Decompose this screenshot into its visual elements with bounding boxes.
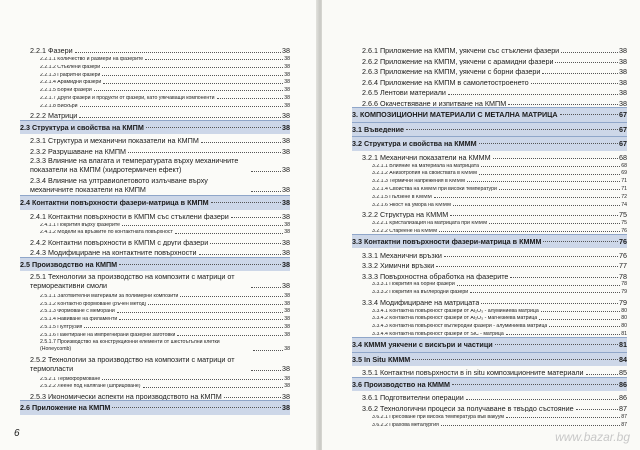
toc-entry-title: 3.3.1 Механични връзки	[362, 251, 442, 259]
toc-entry-page: 38	[619, 77, 627, 86]
toc-entry-title: 2.5.1 Технологии за производство на композити с матрици от термореактивни смоли	[30, 272, 235, 291]
leader-dots	[175, 233, 283, 234]
toc-entry-page: 38	[284, 87, 290, 94]
toc-entry	[352, 177, 627, 185]
toc-entry-page: 38	[284, 383, 290, 390]
toc-entry-page: 79	[619, 297, 627, 306]
toc-entry-title: 3.2.2.2 Стареене на КММM	[372, 228, 438, 234]
toc-entry	[352, 218, 627, 226]
toc-entry-title: 2.5.2.2 Леене под налягане (шприцоване)	[40, 384, 141, 390]
toc-entry-page: 78	[621, 281, 627, 288]
toc-entry-page: 85	[619, 368, 627, 377]
leader-dots	[143, 387, 284, 388]
toc-section	[352, 107, 627, 122]
leader-dots	[489, 223, 620, 224]
toc-entry-page: 72	[621, 193, 627, 200]
toc-entry-title: 2.5.3 Икономически аспекти на производството на КМПМ	[30, 392, 222, 401]
leader-dots	[210, 243, 281, 244]
toc-entry-page: 38	[284, 345, 290, 352]
toc-entry-page: 75	[619, 210, 627, 219]
toc-entry	[352, 65, 627, 76]
toc-entry	[352, 208, 627, 219]
toc-section	[20, 257, 290, 272]
toc-entry-page: 38	[284, 71, 290, 78]
leader-dots	[84, 327, 283, 328]
leader-dots	[452, 384, 618, 385]
toc-entry	[20, 70, 290, 78]
toc-entry	[20, 134, 290, 145]
toc-right	[352, 44, 627, 428]
leader-dots	[406, 129, 618, 130]
toc-entry-page: 84	[619, 354, 627, 364]
toc-entry-title: 2.4.1 Контактни повърхности в КМПМ със стъклени фазери	[30, 212, 229, 221]
toc-entry	[352, 420, 627, 428]
toc-section	[352, 377, 627, 392]
toc-entry-page: 38	[282, 363, 290, 373]
toc-entry-title: 3.2.2 Структура на КММM	[362, 211, 449, 219]
leader-dots	[561, 52, 618, 53]
leader-dots	[479, 174, 620, 175]
toc-entry-page: 38	[619, 67, 627, 76]
toc-section	[20, 400, 290, 415]
toc-entry	[20, 62, 290, 70]
leader-dots	[102, 67, 283, 68]
leader-dots	[102, 379, 283, 380]
toc-entry-title: 2.5.2.1 Термоформоване	[40, 376, 101, 382]
toc-entry-page: 80	[621, 307, 627, 314]
leader-dots	[508, 104, 618, 105]
toc-entry-page: 38	[284, 300, 290, 307]
leader-dots	[231, 217, 281, 218]
toc-entry-title: 2.2.1.4 Арамидни фазери	[40, 80, 102, 86]
toc-entry-title: 3.2.1.2 Анизотропия на свойствата в КММM	[372, 171, 478, 177]
leader-dots	[199, 254, 281, 255]
leader-dots	[122, 225, 283, 226]
toc-entry	[352, 86, 627, 97]
toc-entry-page: 38	[284, 308, 290, 315]
toc-entry-page: 38	[282, 165, 290, 175]
toc-entry-title: 2.6.2 Приложение на КМПМ, уякчени с арамидни фазери	[362, 57, 554, 65]
toc-section	[352, 337, 627, 352]
toc-entry	[20, 145, 290, 156]
toc-entry	[352, 306, 627, 314]
leader-dots	[481, 166, 620, 167]
leader-dots	[119, 264, 281, 265]
leader-dots	[75, 52, 281, 53]
toc-entry-title: 2.6.4 Приложение на КМПМ в самолетостроенето	[362, 78, 529, 86]
toc-entry-page: 68	[619, 152, 627, 161]
right-page	[322, 0, 640, 450]
leader-dots	[128, 152, 281, 153]
toc-entry-page: 67	[619, 124, 627, 134]
leader-dots	[481, 303, 618, 304]
toc-entry	[352, 169, 627, 177]
toc-entry-title: 3.3.2 Химични връзки	[362, 262, 435, 270]
toc-entry-title: 3.5 In Situ КММM	[352, 355, 411, 363]
toc-entry	[352, 55, 627, 66]
leader-dots	[453, 205, 620, 206]
toc-entry-page: 38	[284, 102, 290, 109]
toc-entry-page: 71	[621, 178, 627, 185]
toc-entry-title: 3.4 КММM уякчени с вискъри и частици	[352, 341, 493, 349]
leader-dots	[80, 106, 284, 107]
toc-entry-title: 2.4.1.1 Покрития върху фазерите	[40, 222, 121, 228]
toc-entry-title: 2.6.5 Лентови материали	[362, 89, 446, 97]
toc-entry-page: 38	[282, 281, 290, 291]
toc-entry-page: 38	[282, 403, 290, 413]
toc-entry-title: 3.2 Структура и свойства на КММM	[352, 140, 477, 148]
toc-entry-title: 2.5.1.4 Навиване на филаменти	[40, 317, 118, 323]
leader-dots	[146, 127, 281, 128]
toc-entry	[352, 161, 627, 169]
toc-entry	[20, 338, 290, 354]
toc-entry-title: 3.6.2.2 Прахова металургия	[372, 422, 439, 428]
toc-entry-page: 67	[619, 110, 627, 120]
toc-entry-title: 2.5.2 Технологии за производство на композити с матрици от термопласти	[30, 354, 235, 373]
toc-entry-title: 2.3 Структура и свойства на КМПМ	[20, 123, 144, 131]
leader-dots	[434, 197, 620, 198]
leader-dots	[457, 285, 621, 286]
toc-entry-title: 2.4.3 Модифициране на контактните повърхности	[30, 249, 197, 257]
leader-dots	[506, 334, 621, 335]
toc-entry-page: 38	[284, 292, 290, 299]
toc-section	[352, 352, 627, 367]
toc-entry-title: 3.2.1.1 Влияние на материала на матрицата	[372, 163, 479, 169]
toc-entry-title: 2.5.1.3 Формоване с мембрани	[40, 309, 115, 315]
leader-dots	[543, 241, 618, 242]
toc-entry-page: 38	[619, 56, 627, 65]
toc-entry	[20, 390, 290, 401]
toc-entry-page: 68	[621, 162, 627, 169]
toc-entry-page: 38	[619, 88, 627, 97]
toc-entry	[352, 200, 627, 208]
toc-entry	[352, 184, 627, 192]
toc-entry-page: 77	[619, 261, 627, 270]
toc-entry	[20, 55, 290, 63]
leader-dots	[436, 266, 618, 267]
toc-entry-page: 38	[282, 111, 290, 120]
toc-entry	[20, 291, 290, 299]
toc-entry	[20, 86, 290, 94]
leader-dots	[224, 397, 281, 398]
leader-dots	[211, 202, 281, 203]
leader-dots	[586, 374, 618, 375]
toc-entry-title: 2.2.1.3 Графитни фазери	[40, 72, 101, 78]
toc-entry-page: 38	[282, 237, 290, 247]
toc-entry-page: 81	[619, 340, 627, 350]
toc-entry	[20, 210, 290, 221]
toc-entry-title: 3.2.1.6 Якост на умора на КММM	[372, 202, 452, 208]
leader-dots	[576, 409, 618, 410]
toc-entry-page: 81	[621, 330, 627, 337]
toc-entry-title: 3.1 Въведение	[352, 125, 405, 133]
leader-dots	[541, 311, 621, 312]
toc-entry	[20, 101, 290, 109]
toc-entry	[20, 109, 290, 120]
toc-entry-page: 38	[619, 98, 627, 107]
toc-entry-title: 2.2.1.7 Други фазери и продукти от фазери, като уякчаващи компоненти	[40, 96, 215, 102]
toc-entry-title: 2.4 Контактни повърхности фазери-матрица в КМПМ	[20, 199, 209, 207]
leader-dots	[495, 344, 618, 345]
leader-dots	[448, 94, 618, 95]
toc-entry-title: 3.3.4.4 Контактна повърхност фазери от SiC - матрица	[372, 331, 504, 337]
toc-entry-page: 38	[282, 259, 290, 269]
leader-dots	[506, 417, 620, 418]
leader-dots	[467, 181, 620, 182]
toc-entry-page: 71	[621, 185, 627, 192]
toc-entry-title: 3.6.1 Подготвителни операции	[362, 394, 464, 402]
toc-entry	[20, 220, 290, 228]
toc-entry-title: 3.3.3 Повърхностна обработка на фазерите	[362, 272, 509, 280]
left-page	[0, 0, 318, 450]
toc-entry	[20, 246, 290, 257]
toc-entry-page: 38	[284, 56, 290, 63]
toc-entry-title: 3.6.2 Технологични процеси за получаване в твърдо състояние	[362, 404, 574, 413]
leader-dots	[542, 73, 618, 74]
toc-entry	[20, 228, 290, 236]
toc-entry-title: 2.6 Приложение на КМПМ	[20, 404, 111, 412]
watermark: www.bazar.bg	[555, 430, 630, 444]
leader-dots	[470, 292, 620, 293]
toc-entry-title: 3.3.4.2 Контактна повърхност фазери от Al₂O₃ - магнезиева матрица	[372, 316, 538, 322]
toc-entry-title: 2.6.3 Приложение на КМПМ, уякчени с борни фазери	[362, 68, 541, 76]
toc-entry-page: 38	[282, 248, 290, 257]
toc-entry-title: 3.3.4.1 Контактна повърхност фазери от Al₂O₃ - алуминиева матрица	[372, 308, 539, 314]
toc-entry-title: 2.2.1 Фазери	[30, 47, 73, 55]
leader-dots	[103, 83, 283, 84]
leader-dots	[79, 117, 281, 118]
leader-dots	[493, 158, 618, 159]
toc-entry-title: 2.5.1.1 Заготвителни материали за полимерни композити	[40, 293, 179, 299]
toc-entry	[20, 78, 290, 86]
leader-dots	[439, 231, 620, 232]
toc-entry-title: 2.3.3 Влияние на влагата и температурата върху механичните показатели на КМПМ (хидротермичен ефект)	[30, 156, 239, 175]
toc-entry-title: 3.2.1.4 Свойства на КММM при високи температури	[372, 186, 497, 192]
toc-entry-title: 2.2.1.5 Борни фазери	[40, 88, 92, 94]
toc-entry	[352, 280, 627, 288]
toc-entry	[20, 307, 290, 315]
toc-entry-page: 76	[619, 250, 627, 259]
toc-entry-page: 38	[282, 136, 290, 145]
leader-dots	[112, 407, 281, 408]
toc-entry-title: 2.5.1.2 Контактно формоване (ръчен метод)	[40, 301, 147, 307]
leader-dots	[539, 319, 620, 320]
toc-entry	[20, 354, 290, 374]
leader-dots	[412, 359, 618, 360]
toc-entry-page: 67	[619, 139, 627, 149]
toc-entry	[352, 248, 627, 259]
toc-entry-page: 38	[282, 198, 290, 208]
toc-entry-title: 3.6.2.1 Пресоване при висока температура във вакуум	[372, 414, 504, 420]
toc-entry-page: 38	[284, 79, 290, 86]
toc-entry-page: 76	[619, 237, 627, 247]
toc-entry-page: 38	[282, 391, 290, 401]
toc-entry-page: 38	[282, 46, 290, 55]
toc-entry-title: 3.5.1 Контактни повърхности в in situ композиционните материали	[362, 369, 584, 377]
toc-entry-page: 87	[621, 413, 627, 420]
toc-entry	[352, 329, 627, 337]
toc-entry-title: 3.2.1 Механични показатели на КММM	[362, 153, 491, 161]
toc-entry-title: 3. КОМПОЗИЦИОННИ МАТЕРИАЛИ С МЕТАЛНА МАТРИЦА	[352, 111, 558, 119]
toc-entry-page: 38	[284, 221, 290, 228]
toc-section	[352, 234, 627, 249]
toc-entry-page: 38	[282, 146, 290, 156]
toc-entry-page: 75	[621, 219, 627, 226]
toc-section	[352, 122, 627, 137]
toc-entry	[352, 259, 627, 270]
toc-entry-title: 2.4.2 Контактни повърхности в КМПМ с други фазери	[30, 238, 209, 247]
toc-entry	[352, 151, 627, 162]
toc-entry-page: 86	[619, 393, 627, 402]
toc-entry	[352, 226, 627, 234]
leader-dots	[217, 98, 284, 99]
toc-entry	[352, 402, 627, 413]
toc-entry-page: 80	[621, 315, 627, 322]
toc-section	[352, 136, 627, 151]
toc-entry-title: 2.6.6 Окачествяване и изпитване на КМПМ	[362, 99, 507, 107]
toc-entry	[352, 76, 627, 87]
page-number: 6	[14, 428, 20, 439]
leader-dots	[549, 326, 620, 327]
leader-dots	[499, 189, 620, 190]
toc-entry	[352, 322, 627, 330]
toc-entry-title: 2.2.1.2 Стъклени фазери	[40, 64, 101, 70]
toc-entry-page: 79	[621, 289, 627, 296]
leader-dots	[479, 143, 618, 144]
toc-entry-title: 2.6.1 Приложение на КМПМ, уякчени със стъклени фазери	[362, 47, 560, 55]
toc-entry	[352, 44, 627, 55]
toc-entry-title: 2.3.4 Влияние на ултравиолетовото излъчване върху механичните показатели на КМПМ	[30, 176, 208, 195]
toc-entry	[352, 366, 627, 377]
leader-dots	[466, 399, 618, 400]
toc-entry-page: 76	[621, 227, 627, 234]
toc-entry-page: 87	[619, 403, 627, 413]
toc-entry-page: 38	[282, 122, 290, 132]
toc-entry	[20, 175, 290, 195]
toc-entry	[352, 391, 627, 402]
toc-section	[20, 120, 290, 135]
toc-entry-page: 38	[282, 211, 290, 221]
toc-entry	[352, 295, 627, 306]
leader-dots	[119, 319, 283, 320]
toc-entry-title: 3.3.3.1 Покрития на борни фазери	[372, 282, 455, 288]
toc-entry-page: 38	[284, 375, 290, 382]
toc-entry-title: 3.3.4.3 Контактна повърхност въглеродни фазери - алуминиева матрица	[372, 324, 548, 330]
toc-entry-title: 3.2.2.1 Кристализация на матрицата при КММM	[372, 220, 488, 226]
toc-entry	[20, 44, 290, 55]
toc-entry	[20, 236, 290, 247]
toc-section	[20, 195, 290, 210]
toc-left	[20, 44, 290, 415]
toc-entry	[352, 269, 627, 280]
toc-entry-title: 3.3 Контактни повърхности фазери-матрица в КММM	[352, 238, 542, 246]
leader-dots	[94, 90, 283, 91]
toc-entry-title: 3.6 Производство на КММM	[352, 380, 450, 388]
leader-dots	[148, 304, 283, 305]
toc-entry-page: 78	[619, 271, 627, 280]
toc-entry	[20, 315, 290, 323]
leader-dots	[117, 312, 283, 313]
toc-entry-page: 38	[284, 331, 290, 338]
toc-entry	[20, 374, 290, 382]
toc-entry	[20, 382, 290, 390]
toc-entry-title: 3.3.4 Модифициране на матрицата	[362, 298, 480, 306]
toc-entry-page: 38	[284, 316, 290, 323]
toc-entry	[352, 314, 627, 322]
toc-entry-page: 69	[621, 170, 627, 177]
toc-entry-page: 38	[284, 323, 290, 330]
toc-entry-title: 2.5.1.6 Пакетиране на импрегнирани фазерни заготовки	[40, 332, 176, 338]
toc-entry-page: 38	[284, 63, 290, 70]
toc-entry-title: 2.5.1.5 Пултрузия	[40, 324, 83, 330]
toc-entry	[352, 192, 627, 200]
toc-entry-page: 38	[282, 185, 290, 195]
toc-entry	[20, 299, 290, 307]
leader-dots	[560, 114, 618, 115]
toc-entry	[20, 93, 290, 101]
toc-entry-title: 2.4.1.2 Модели на връзките по контактната повърхност	[40, 230, 173, 236]
toc-entry-title: 2.3.2 Разрушаване на КМПМ	[30, 147, 127, 156]
leader-dots	[441, 425, 620, 426]
toc-entry	[20, 271, 290, 291]
toc-entry-page: 86	[619, 379, 627, 389]
toc-entry-page: 38	[284, 95, 290, 102]
toc-entry-title: 2.2.1.1 Количество и размери на фазерите	[40, 57, 144, 63]
toc-entry-page: 87	[621, 421, 627, 428]
toc-entry	[352, 288, 627, 296]
toc-entry-page: 80	[621, 323, 627, 330]
toc-entry-page: 74	[621, 201, 627, 208]
leader-dots	[177, 335, 283, 336]
leader-dots	[201, 142, 281, 143]
toc-entry-title: 3.2.1.3 Термични напрежения в КММM	[372, 179, 466, 185]
toc-entry-title: 2.5 Производство на КМПМ	[20, 260, 118, 269]
leader-dots	[450, 215, 618, 216]
toc-entry-title: 2.2.1.8 Вискъри	[40, 103, 78, 109]
toc-entry	[20, 330, 290, 338]
leader-dots	[531, 83, 618, 84]
leader-dots	[444, 256, 618, 257]
toc-entry	[352, 97, 627, 108]
leader-dots	[145, 59, 283, 60]
toc-entry-title: 2.2.2 Матрици	[30, 112, 78, 120]
toc-entry	[352, 412, 627, 420]
toc-entry-title: 3.2.1.5 Пълзене в КММM	[372, 194, 432, 200]
leader-dots	[102, 75, 283, 76]
leader-dots	[180, 296, 283, 297]
toc-entry-title: 2.3.1 Структура и механични показатели на КМПМ	[30, 137, 199, 145]
toc-entry	[20, 322, 290, 330]
leader-dots	[510, 277, 618, 278]
toc-entry-page: 38	[284, 229, 290, 236]
toc-entry	[20, 155, 290, 175]
toc-entry-title: 2.5.1.7 Производство на конструкционни елементи от шестоъгълни клетки (Honeycomb)	[40, 338, 220, 352]
toc-entry-title: 3.3.3.2 Покрития на въглеродни фазери	[372, 290, 469, 296]
toc-entry-page: 38	[619, 46, 627, 55]
leader-dots	[555, 62, 618, 63]
